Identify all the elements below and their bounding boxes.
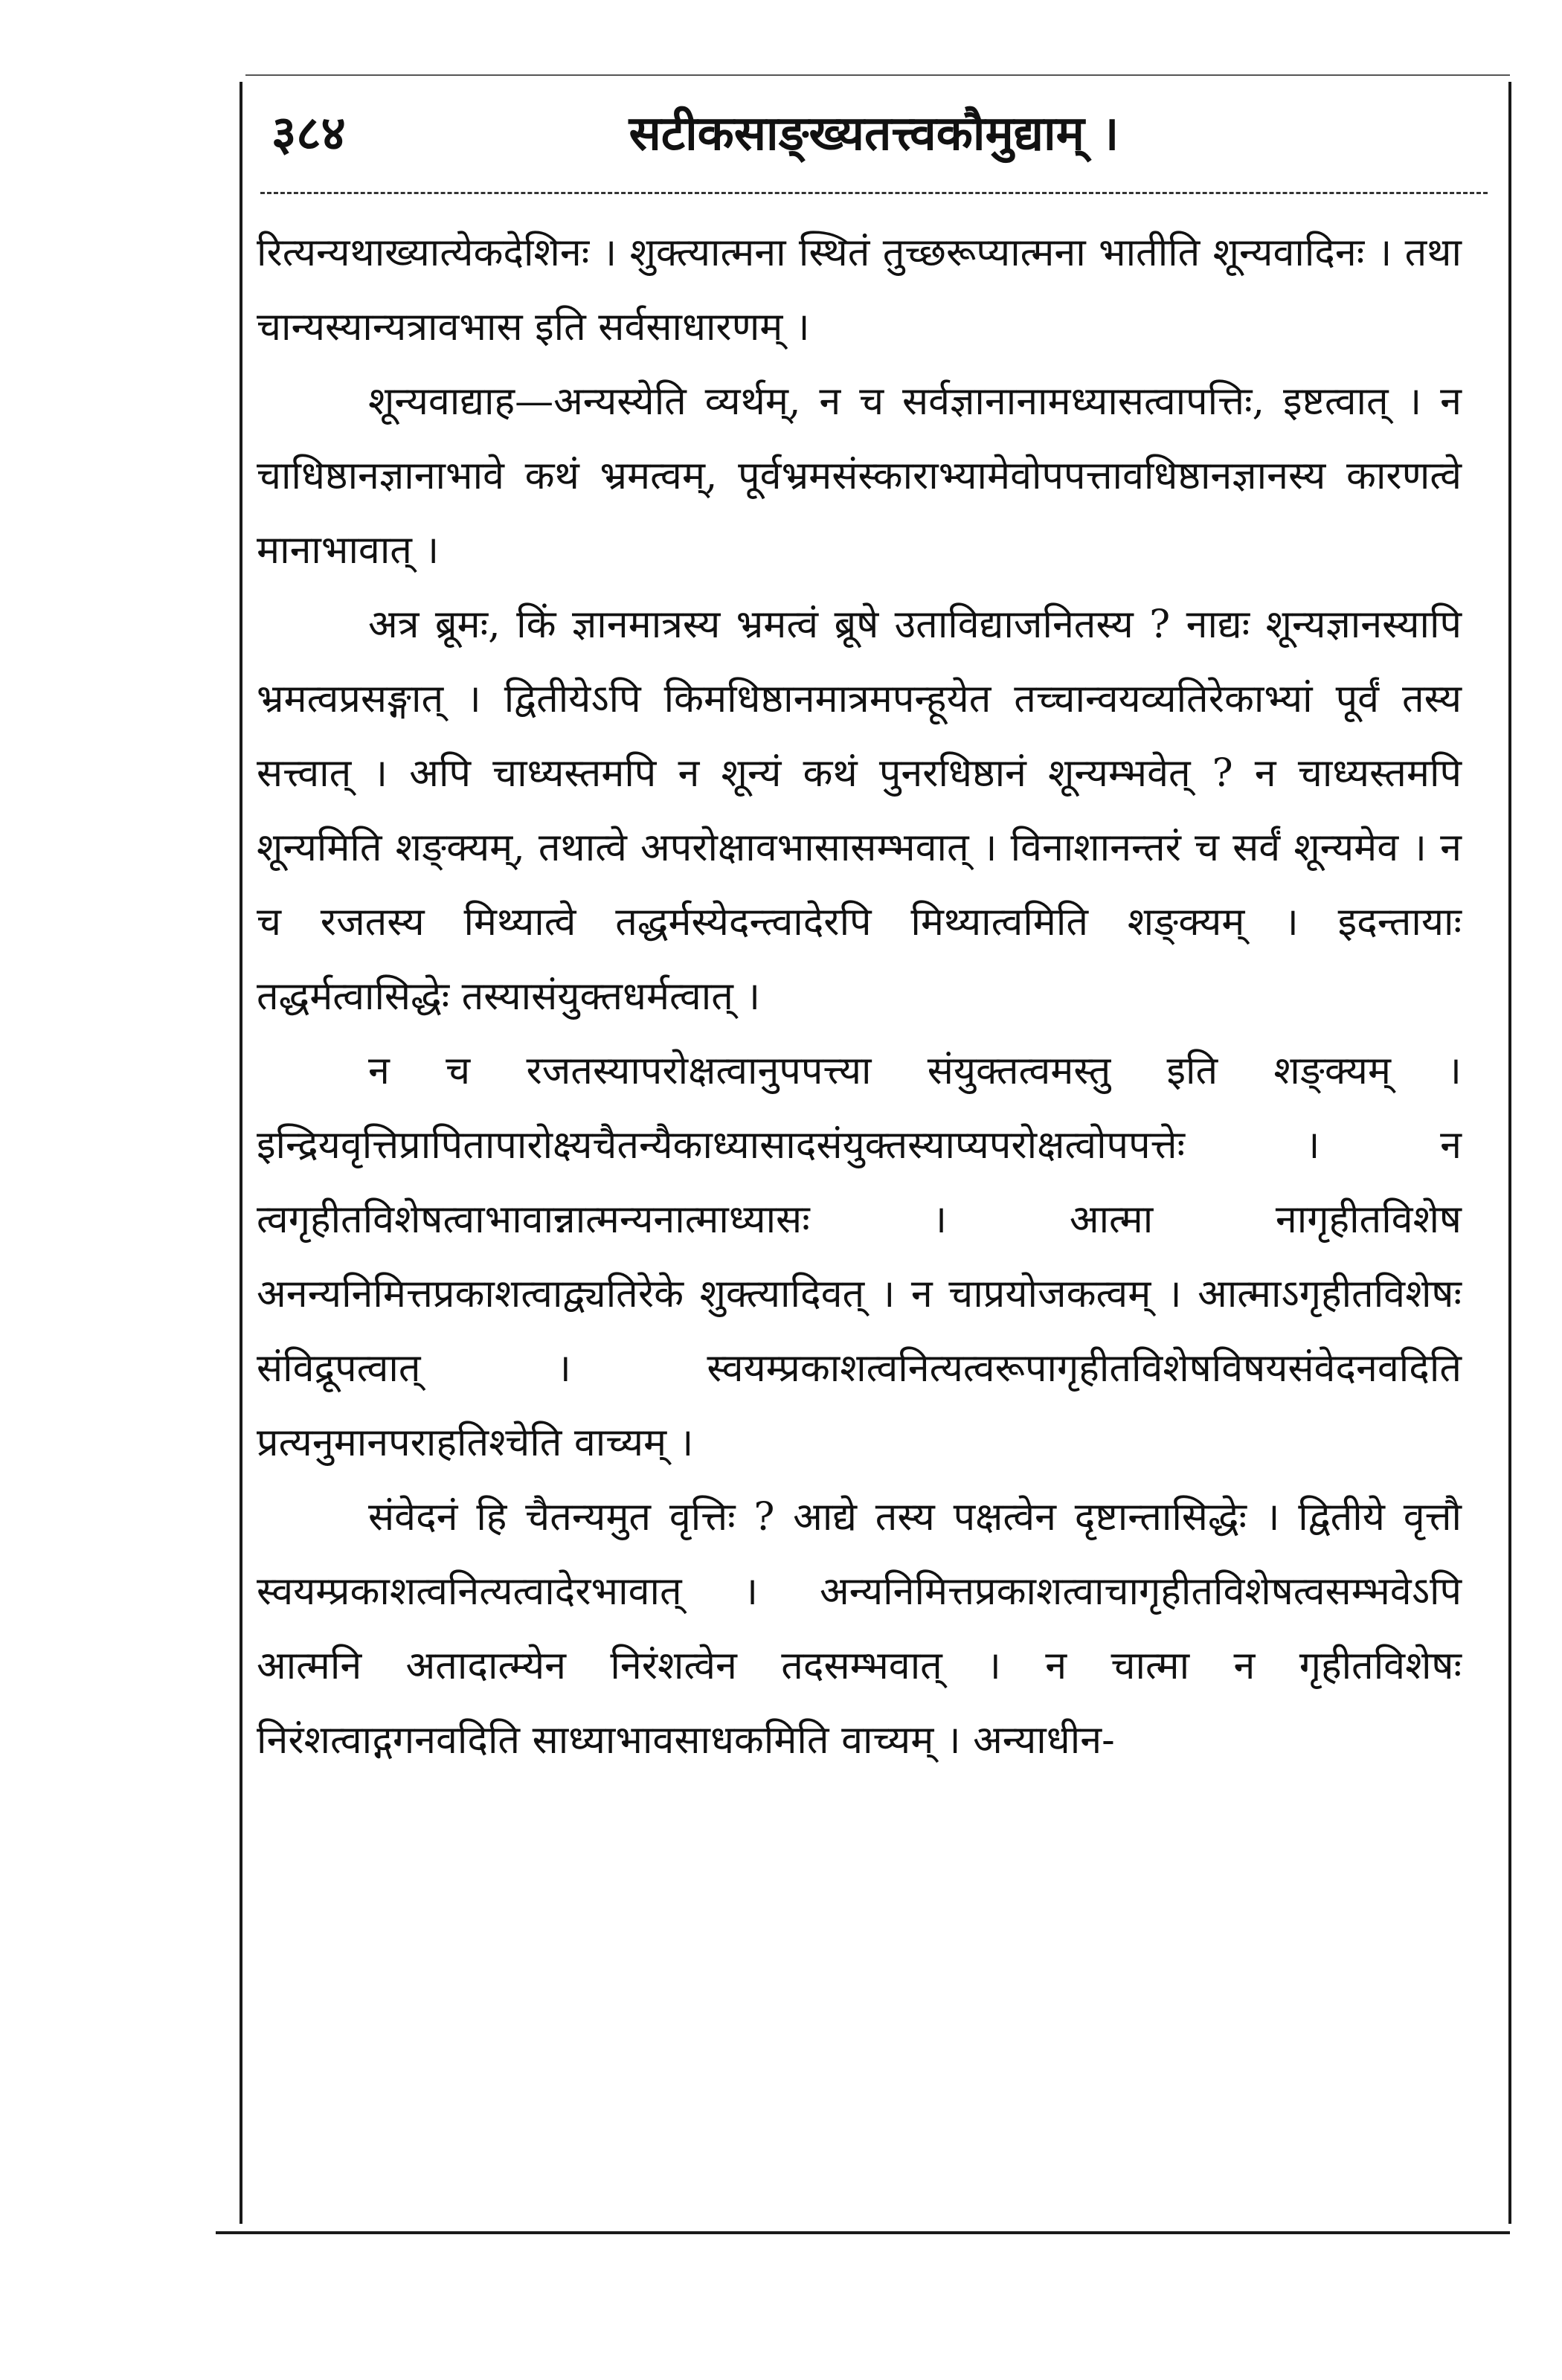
body-text xyxy=(257,216,1462,1778)
paragraph-3: अत्र ब्रूमः, किं ज्ञानमात्रस्य भ्रमत्वं ब्रूषे उताविद्याजनितस्य ? नाद्यः शून्यज्ञानस्यापि भ्रमत्वप्रसङ्गात् । द्वितीयेऽपि किमधिष्ठानमात्रमपन्हूयेत तच्चान्वयव्यतिरेकाभ्यां पूर्वं तस्य सत्त्वात् । अपि चाध्यस्तमपि न शून्यं कथं पुनरधिष्ठानं शून्यम्भवेत् ? न चाध्यस्तमपि शून्यमिति शङ्क्यम्, तथात्वे अपरोक्षावभासासम्भवात् । विनाशानन्तरं च सर्वं शून्यमेव । न च रजतस्य मिथ्यात्वे तद्धर्मस्येदन्त्वादेरपि मिथ्यात्वमिति शङ्क्यम् । इदन्तायाः तद्धर्मत्वासिद्धेः तस्यासंयुक्तधर्मत्वात् । xyxy=(257,602,1462,1019)
paragraph-2: शून्यवाद्याह—अन्यस्येति व्यर्थम्, न च सर्वज्ञानानामध्यासत्वापत्तिः, इष्टत्वात् । न चाधिष्ठानज्ञानाभावे कथं भ्रमत्वम्, पूर्वभ्रमसंस्काराभ्यामेवोपपत्तावधिष्ठानज्ञानस्य कारणत्वे मानाभावात् । xyxy=(257,379,1462,573)
page-top-edge xyxy=(245,74,1510,76)
page-number: ३८४ xyxy=(271,106,346,161)
running-title: सटीकसाङ्ख्यतत्त्वकौमुद्याम् । xyxy=(629,106,1119,161)
bottom-rule xyxy=(216,2231,1510,2234)
paragraph-1: रित्यन्यथाख्यात्येकदेशिनः । शुक्त्यात्मना स्थितं तुच्छरूप्यात्मना भातीति शून्यवादिनः । तथा चान्यस्यान्यत्रावभास इति सर्वसाधारणम् । xyxy=(257,231,1462,350)
paragraph-4: न च रजतस्यापरोक्षत्वानुपपत्त्या संयुक्तत्वमस्तु इति शङ्क्यम् । इन्द्रियवृत्तिप्रापितापारोक्ष्यचैतन्यैकाध्यासादसंयुक्तस्याप्यपरोक्षत्वोपपत्तेः । न त्वगृहीतविशेषत्वाभावान्नात्मन्यनात्माध्यासः । आत्मा नागृहीतविशेष अनन्यनिमित्तप्रकाशत्वाद्व्यतिरेके शुक्त्यादिवत् । न चाप्रयोजकत्वम् । आत्माऽगृहीतविशेषः संविद्रूपत्वात् । स्वयम्प्रकाशत्वनित्यत्वरूपागृहीतविशेषविषयसंवेदनवदिति प्रत्यनुमानपराहतिश्चेति वाच्यम् । xyxy=(257,1049,1462,1465)
header-rule xyxy=(260,192,1488,194)
paragraph-5: संवेदनं हि चैतन्यमुत वृत्तिः ? आद्ये तस्य पक्षत्वेन दृष्टान्तासिद्धेः । द्वितीये वृत्तौ स्वयम्प्रकाशत्वनित्यत्वादेरभावात् । अन्यनिमित्तप्रकाशत्वाचागृहीतविशेषत्वसम्भवेऽपि आत्मनि अतादात्म्येन निरंशत्वेन तदसम्भवात् । न चात्मा न गृहीतविशेषः निरंशत्वाद्गगनवदिति साध्याभावसाधकमिति वाच्यम् । अन्याधीन- xyxy=(257,1495,1462,1763)
running-head xyxy=(257,104,1491,164)
